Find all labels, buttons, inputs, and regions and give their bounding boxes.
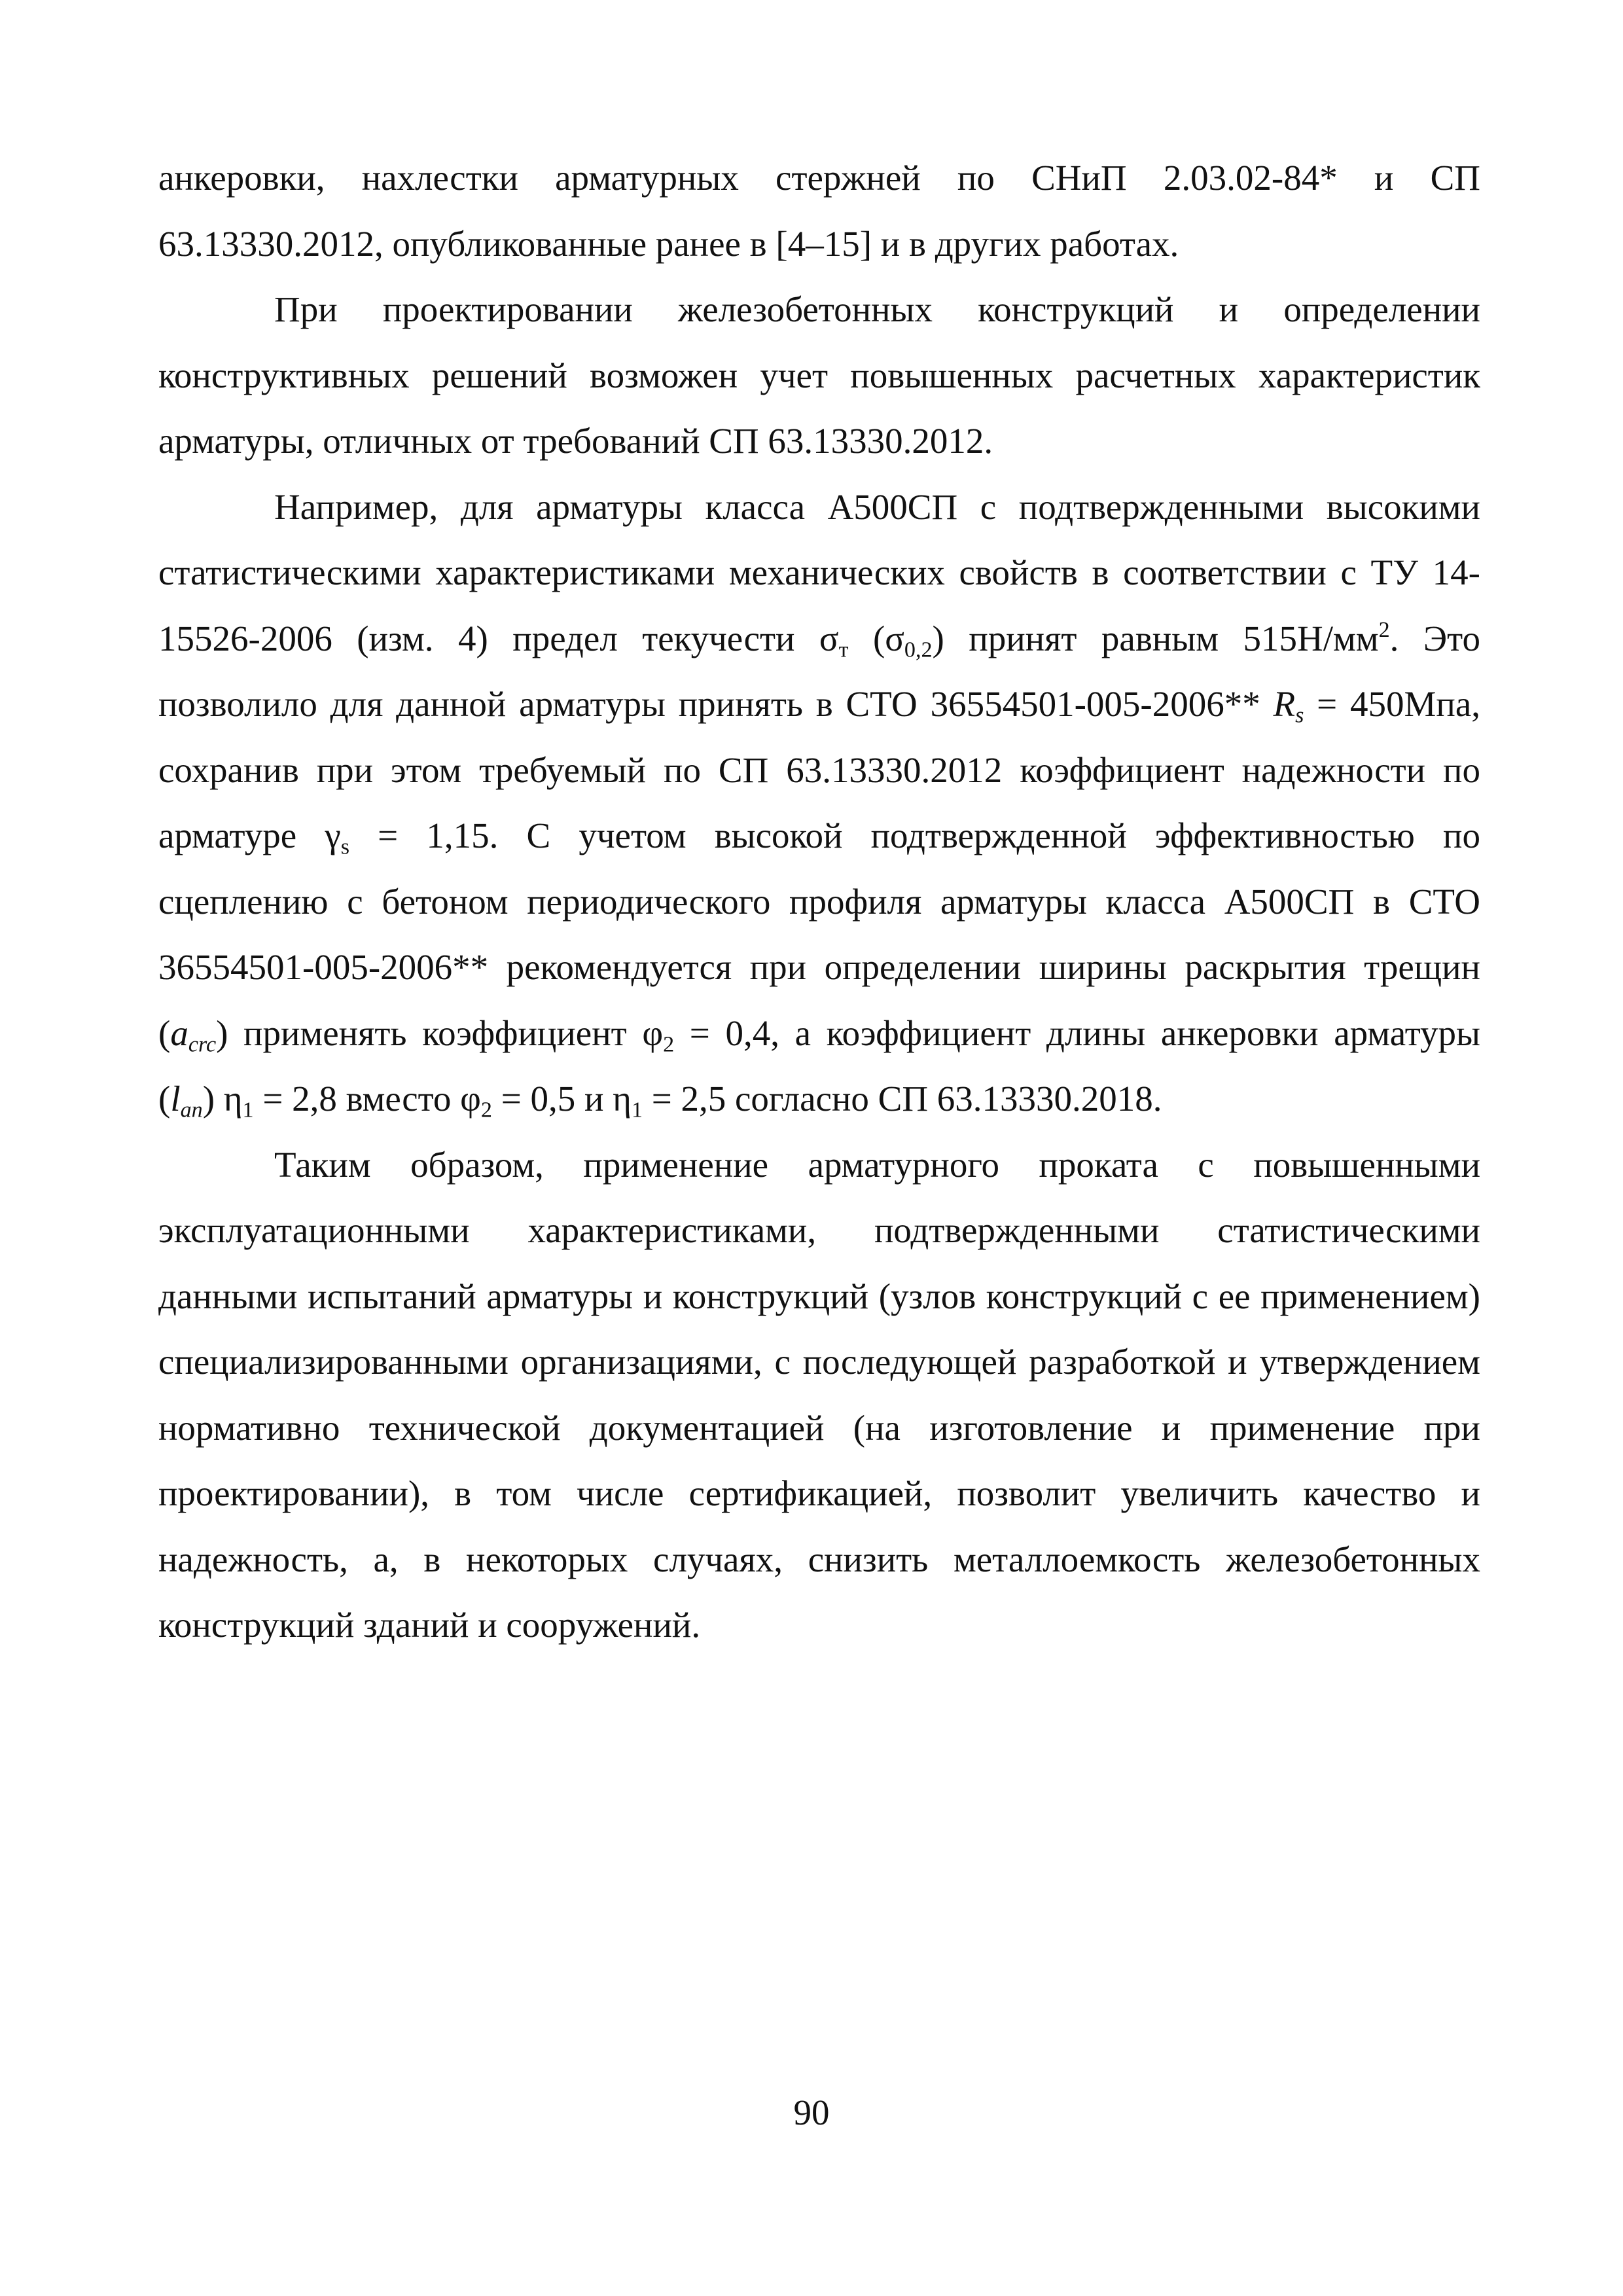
paragraph-3: Например, для арматуры класса А500СП с подтвержденными высокими статистическими характеристиками механических свойств в соответствии с ТУ 14-15526-2006 (изм. 4) предел текучести $\sigma_т$ $(\sigma_{0,2})$ принят равным $515Н/мм^2$. Это позволило для данной арматуры принять в СТО 36554501-005-2006** $R_s = 450Мпа$, сохранив при этом требуемый по СП 63.13330.2012 коэффициент надежности по арматуре $\gamma_s = 1,15$. С учетом высокой подтвержденной эффективностью по сцеплению с бетоном периодического профиля арматуры класса А500СП в СТО 36554501-005-2006** рекомендуется при определении ширины раскрытия трещин $(a_{crc})$ применять коэффициент $\varphi_2 = 0,4$, а коэффициент длины анкеровки арматуры $(l_{an}) \eta_1 = 2,8$ вместо $\varphi_2 = 0,5$ и $\eta_1 = 2,5$ согласно СП 63.13330.2018. <box>158 486 1480 1122</box>
page-number: 90 <box>793 2092 830 2132</box>
paragraph-2: При проектировании железобетонных конструкций и определении конструктивных решений возможен учет повышенных расчетных характеристик арматуры, отличных от требований СП 63.13330.2012. <box>158 289 1480 461</box>
paragraph-1: анкеровки, нахлестки арматурных стержней по СНиП 2.03.02-84* и СП 63.13330.2012, опубликованные ранее в [4–15] и в других работах. <box>158 158 1480 264</box>
paragraph-4: Таким образом, применение арматурного проката с повышенными эксплуатационными характеристиками, подтвержденными статистическими данными испытаний арматуры и конструкций (узлов конструкций с ее применением) специализированными организациями, с последующей разработкой и утверждением нормативно технической документацией (на изготовление и применение при проектировании), в том числе сертификацией, позволит увеличить качество и надежность, а, в некоторых случаях, снизить металлоемкость железобетонных конструкций зданий и сооружений. <box>158 1144 1480 1645</box>
body-text <box>158 145 1480 1659</box>
